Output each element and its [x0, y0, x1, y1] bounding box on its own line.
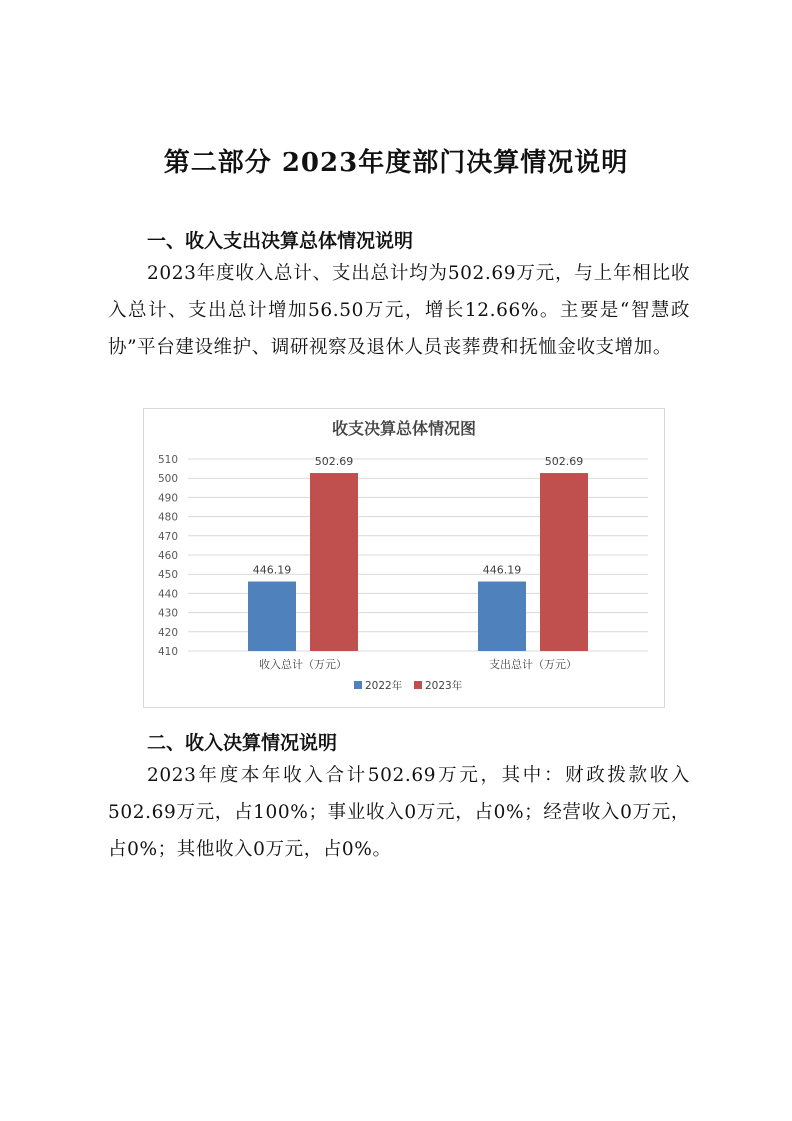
y-tick-label: 440: [157, 588, 178, 601]
legend-swatch: [414, 681, 422, 689]
y-tick-label: 500: [157, 473, 178, 486]
y-tick-label: 410: [157, 646, 178, 658]
legend-label: 2023年: [425, 680, 463, 692]
chart-svg: [144, 409, 664, 707]
y-tick-label: 470: [157, 530, 178, 543]
bar: [540, 473, 588, 651]
x-category-label: 支出总计（万元）: [489, 658, 577, 671]
bar: [478, 582, 526, 651]
legend-label: 2022年: [365, 680, 403, 692]
bar: [310, 473, 358, 651]
page-title: 第二部分 2023年度部门决算情况说明: [163, 148, 629, 178]
section-heading-2: 二、收入决算情况说明: [147, 732, 338, 754]
x-category-label: 收入总计（万元）: [259, 658, 347, 671]
section-2-paragraph: 2023年度本年收入合计502.69万元，其中：财政拨款收入502.69万元，占100%；事业收入0万元，占0%；经营收入0万元，占0%；其他收入0万元，占0%。: [108, 765, 690, 860]
data-label: 502.69: [314, 455, 354, 469]
section-heading-1: 一、收入支出决算总体情况说明: [147, 230, 414, 252]
y-tick-label: 460: [157, 550, 178, 562]
chart-title: 收支决算总体情况图: [331, 419, 477, 438]
data-label: 446.19: [482, 563, 522, 577]
y-tick-label: 450: [157, 569, 178, 582]
legend-swatch: [354, 681, 362, 689]
data-label: 502.69: [544, 455, 584, 469]
y-tick-label: 430: [157, 607, 178, 620]
bar: [248, 582, 296, 651]
y-tick-label: 480: [157, 511, 178, 524]
section-1-paragraph: 2023年度收入总计、支出总计均为502.69万元，与上年相比收入总计、支出总计增加56.50万元，增长12.66%。主要是“智慧政协”平台建设维护、调研视察及退休人员丧葬费和抚恤金收支增加。: [108, 263, 690, 358]
data-label: 446.19: [252, 563, 292, 577]
y-tick-label: 420: [157, 626, 178, 639]
y-tick-label: 490: [157, 492, 178, 505]
summary-chart: [143, 408, 665, 708]
y-tick-label: 510: [157, 454, 178, 466]
